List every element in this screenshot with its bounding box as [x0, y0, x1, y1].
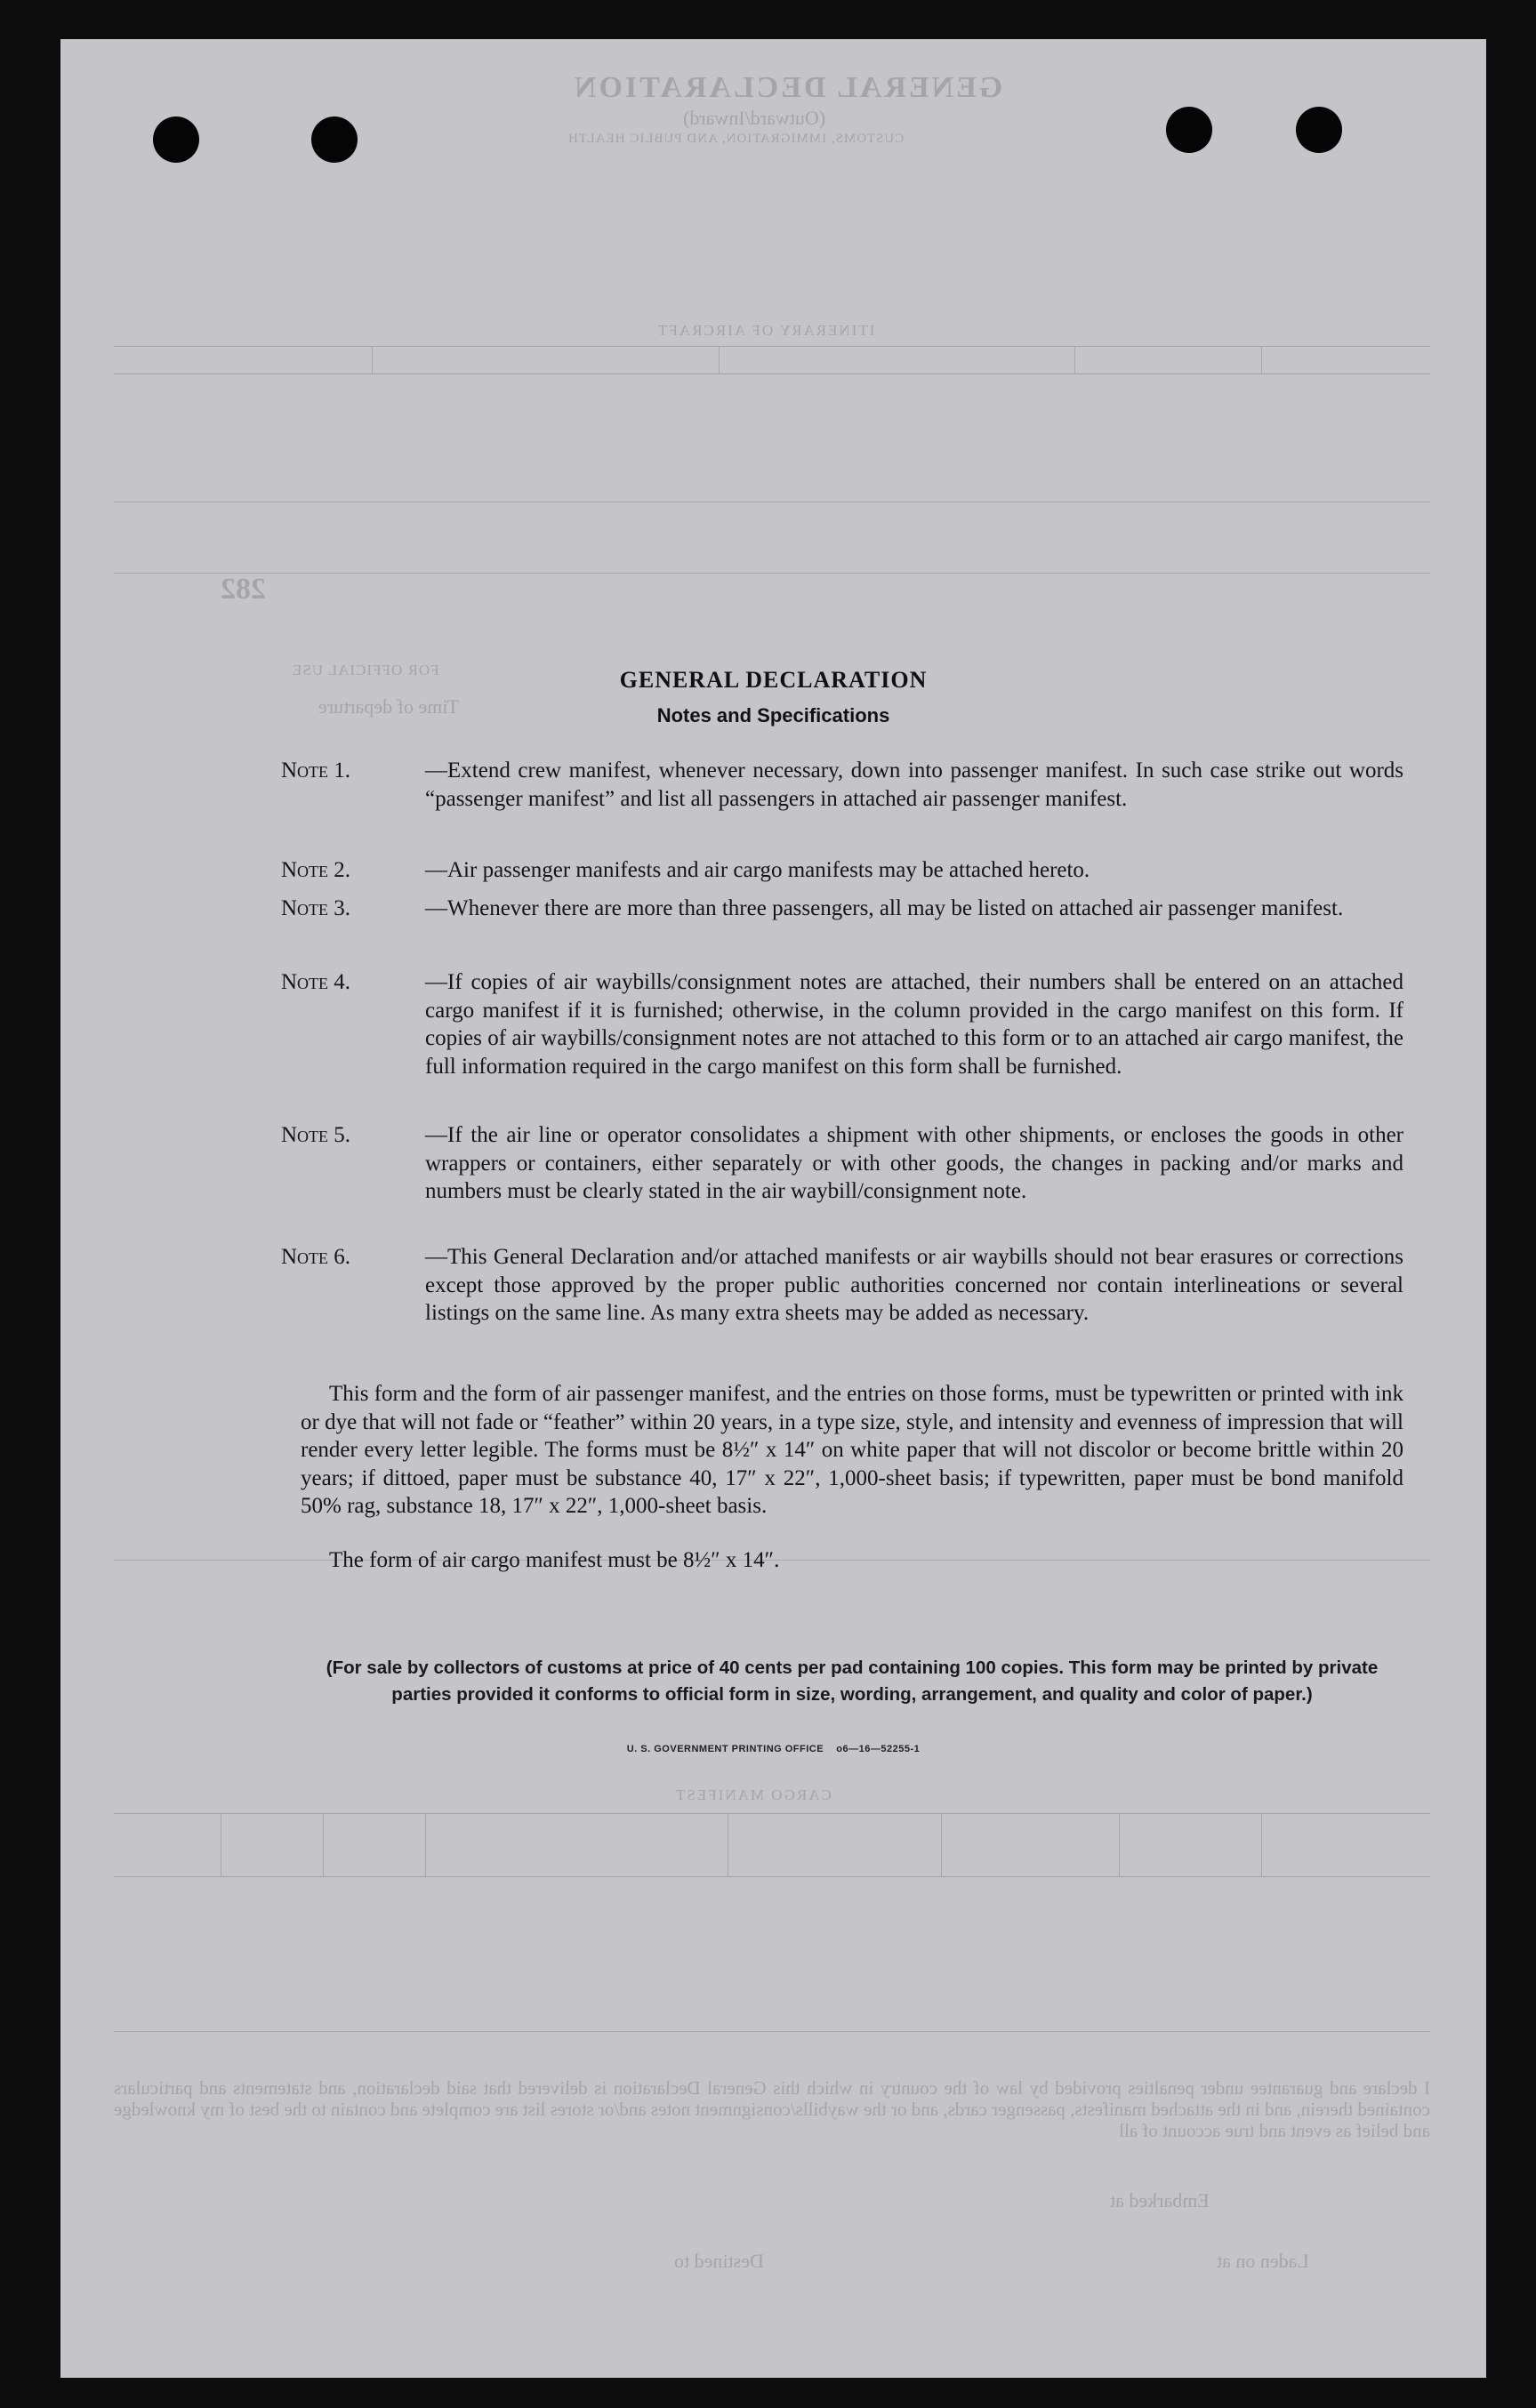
document-sheet	[60, 39, 1486, 2378]
show-through-itinerary: ITINERARY OF AIRCRAFT	[656, 322, 875, 339]
punch-hole-right-1	[1166, 107, 1212, 153]
show-through-time-of-departure: Time of departure	[318, 695, 460, 718]
note-1	[281, 757, 1403, 813]
note-text: —Air passenger manifests and air cargo manifests may be attached hereto.	[425, 858, 1090, 882]
note-text: —If copies of air waybills/consignment notes are attached, their numbers shall be entered on an attached cargo manifest if it is furnished; otherwise, in the column provided in the cargo manifest on this form. If copies of air waybills/consignment notes are not attached to this form or to an attached air cargo manifest, the full information required in the cargo manifest on this form shall be furnished.	[425, 970, 1403, 1079]
sale-notice: (For sale by collectors of customs at price of 40 cents per pad containing 100 copies. This form may be printed by private parties provided it conforms to official form in size, wording, arrangement, and quality and color of paper.)	[326, 1658, 1379, 1705]
note-text: —If the air line or operator consolidates a shipment with other shipments, or encloses the goods in other wrappers or containers, either separately or with other goods, the changes in packing and/or marks and numbers must be clearly stated in the air waybill/consignment note.	[425, 1123, 1403, 1203]
note-label: Note 6.	[281, 1245, 351, 1269]
note-3	[281, 895, 1403, 923]
show-through-destined: Destined to	[674, 2250, 764, 2272]
punch-hole-right-2	[1296, 107, 1342, 153]
show-through-declaration: I declare and guarantee under penalties provided by law of the country in which this General Declaration is delivered that said declaration, and statements and particulars contained therein, and in the attached manifests, passenger cards, and or the waybills/consignment notes and/or stores list are complete and contain to the best of my knowledge and belief as event and true account of all	[114, 2077, 1430, 2141]
show-through-subtitle: (Outward/Inward)	[683, 107, 826, 129]
show-through-cargo-table	[114, 1813, 1430, 1877]
cargo-manifest-specification: The form of air cargo manifest must be 8½″ x 14″.	[329, 1548, 780, 1572]
note-2	[281, 856, 1403, 885]
note-label: Note 1.	[281, 759, 351, 783]
show-through-column-line	[1261, 347, 1262, 373]
show-through-title: GENERAL DECLARATION	[572, 71, 1003, 104]
show-through-official-use: FOR OFFICIAL USE	[292, 662, 439, 678]
note-label: Note 4.	[281, 970, 351, 994]
show-through-column-line	[1074, 347, 1075, 373]
note-6	[281, 1243, 1403, 1328]
note-text: —Extend crew manifest, whenever necessary, down into passenger manifest. In such case strike out words “passenger manifest” and list all passengers in attached air passenger manifest.	[425, 759, 1403, 811]
show-through-itinerary-table	[114, 346, 1430, 374]
show-through-column-line	[425, 1814, 426, 1876]
show-through-cargo-manifest: CARGO MANIFEST	[674, 1786, 832, 1803]
page-subtitle: Notes and Specifications	[656, 704, 890, 726]
show-through-rule	[114, 2031, 1430, 2032]
show-through-issuer: CUSTOMS, IMMIGRATION, AND PUBLIC HEALTH	[567, 132, 905, 146]
page-title: GENERAL DECLARATION	[619, 667, 928, 693]
show-through-column-line	[1119, 1814, 1120, 1876]
show-through-column-line	[372, 347, 373, 373]
paper-specification: This form and the form of air passenger manifest, and the entries on those forms, must be typewritten or printed with ink or dye that will not fade or “feather” within 20 years, in a type size, style, and intensity and evenness of impression that will render every letter legible. The forms must be 8½″ x 14″ on white paper that will not discolor or become brittle within 20 years; if dittoed, paper must be substance 40, 17″ x 22″, 1,000-sheet basis; if typewritten, paper must be bond manifold 50% rag, substance 18, 17″ x 22″, 1,000-sheet basis.	[301, 1382, 1403, 1518]
show-through-number: 282	[221, 573, 266, 606]
note-text: —Whenever there are more than three passengers, all may be listed on attached air passenger manifest.	[425, 896, 1344, 920]
show-through-column-line	[323, 1814, 324, 1876]
punch-hole-left-2	[311, 116, 358, 163]
show-through-laden: Laden on at	[1217, 2250, 1309, 2272]
show-through-embarked: Embarked at	[1110, 2189, 1210, 2211]
note-4	[281, 968, 1403, 1080]
show-through-column-line	[719, 347, 720, 373]
note-label: Note 5.	[281, 1123, 351, 1147]
note-label: Note 2.	[281, 858, 351, 882]
show-through-column-line	[1261, 1814, 1262, 1876]
note-label: Note 3.	[281, 896, 351, 920]
printer-imprint: U. S. GOVERNMENT PRINTING OFFICE o6—16—52255-1	[626, 1744, 921, 1754]
show-through-rule	[114, 573, 1430, 574]
note-5	[281, 1121, 1403, 1206]
punch-hole-left-1	[153, 116, 199, 163]
note-text: —This General Declaration and/or attached manifests or air waybills should not bear erasures or corrections except those approved by the proper public authorities concerned nor contain interlineations or several listings on the same line. As many extra sheets may be added as necessary.	[425, 1245, 1403, 1325]
show-through-column-line	[941, 1814, 942, 1876]
